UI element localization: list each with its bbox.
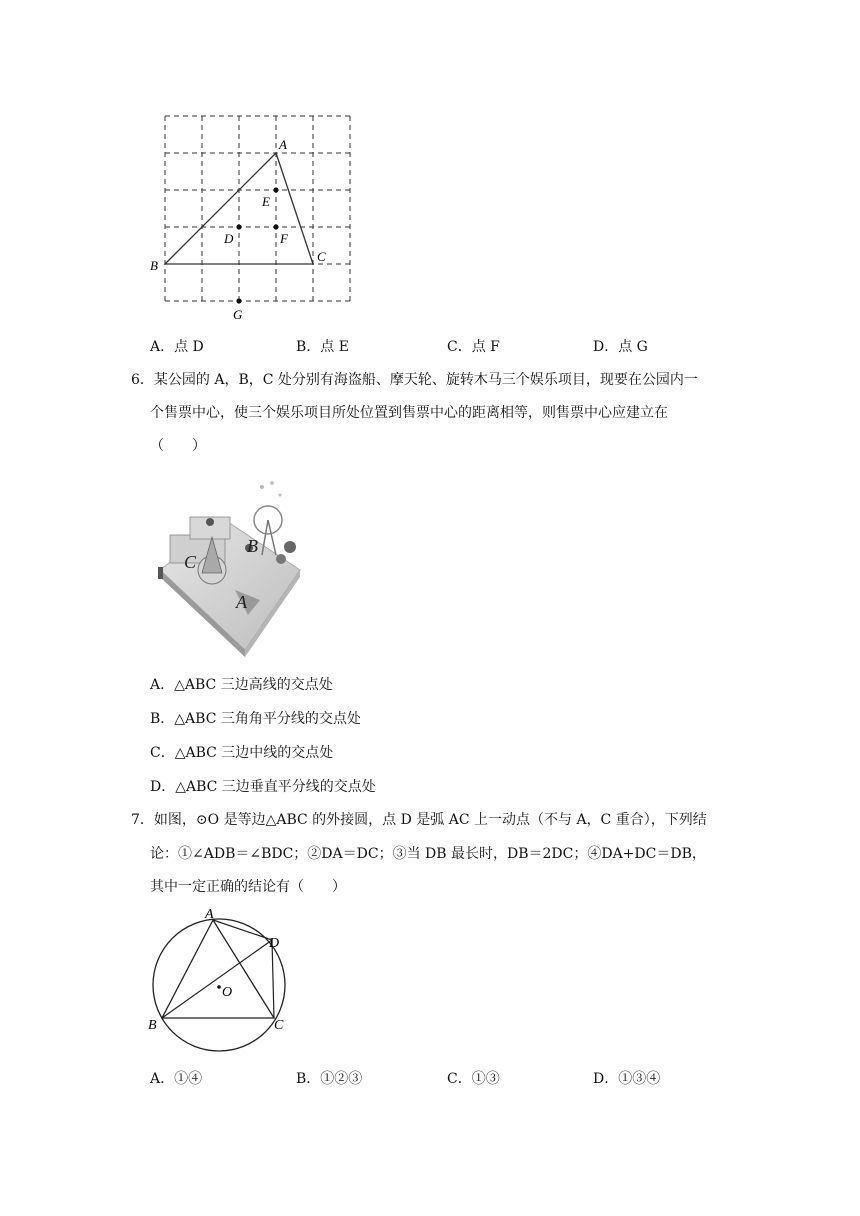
- q5-option-d: D．点 G: [593, 339, 648, 355]
- q7-label-c: C: [274, 1018, 284, 1033]
- q7-label-a: A: [205, 907, 214, 922]
- q7-circle-figure: [140, 905, 310, 1055]
- q6-option-d: D．△ABC 三边垂直平分线的交点处: [150, 779, 376, 795]
- q5-label-b: B: [150, 258, 158, 273]
- q7-option-a: A．①④: [150, 1071, 203, 1087]
- q6-option-a: A．△ABC 三边高线的交点处: [150, 677, 333, 693]
- q6-park-photo: [150, 475, 310, 660]
- q5-label-c: C: [317, 249, 326, 264]
- q7-option-b: B．①②③: [296, 1071, 363, 1087]
- q7-label-d: D: [269, 936, 280, 951]
- q5-label-g: G: [233, 307, 243, 322]
- q6-photo-label-b: B: [247, 536, 258, 556]
- q7-label-b: B: [148, 1018, 157, 1033]
- q5-label-a: A: [279, 137, 287, 152]
- q6-option-c: C．△ABC 三边中线的交点处: [150, 745, 334, 761]
- q5-label-f: F: [280, 231, 288, 246]
- q7-option-c: C．①③: [447, 1071, 500, 1087]
- q5-option-a: A．点 D: [150, 339, 204, 355]
- q5-option-b: B．点 E: [296, 339, 349, 355]
- q6-option-b: B．△ABC 三角角平分线的交点处: [150, 711, 361, 727]
- q6-stem-line3: （ ）: [150, 438, 206, 454]
- q7-stem-line1: 7．如图，⊙O 是等边△ABC 的外接圆，点 D 是弧 AC 上一动点（不与 A，C 重合），下列结: [131, 812, 707, 828]
- q6-photo-label-c: C: [184, 552, 197, 572]
- q5-option-c: C．点 F: [447, 339, 500, 355]
- q7-option-d: D．①③④: [593, 1071, 661, 1087]
- q5-label-e: E: [262, 194, 270, 209]
- q6-stem-line1: 6．某公园的 A，B，C 处分别有海盗船、摩天轮、旋转木马三个娱乐项目，现要在公园内一: [131, 372, 698, 388]
- q5-label-d: D: [224, 231, 234, 246]
- q5-grid-figure: [140, 105, 370, 325]
- q7-stem-line3: 其中一定正确的结论有（ ）: [150, 879, 346, 895]
- q7-stem-line2: 论：①∠ADB＝∠BDC；②DA＝DC；③当 DB 最长时，DB＝2DC；④DA+DC＝DB，: [150, 846, 706, 862]
- q6-stem-line2: 个售票中心，使三个娱乐项目所处位置到售票中心的距离相等，则售票中心应建立在: [150, 405, 668, 421]
- q6-photo-label-a: A: [236, 592, 247, 612]
- q7-label-o: O: [222, 985, 233, 1000]
